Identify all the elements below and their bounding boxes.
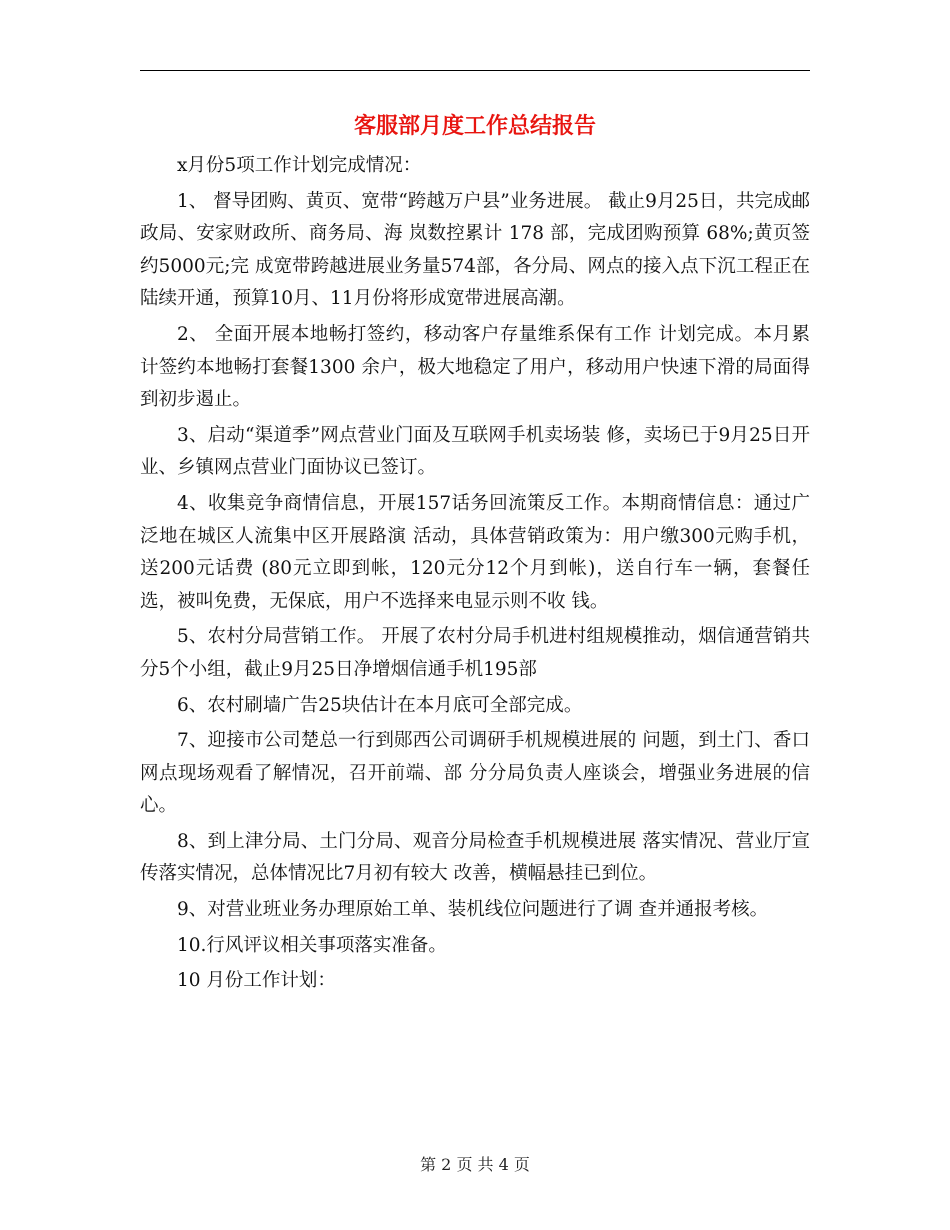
paragraph-item-9: 9、对营业班业务办理原始工单、装机线位问题进行了调 查并通报考核。 xyxy=(177,899,769,921)
paragraph-item-5: 5、农村分局营销工作。 开展了农村分局手机进村组规模推动，烟信通营销共分5个小组，截止9月25日净增烟信通手机195部 xyxy=(140,626,810,680)
paragraph-item-8: 8、到上津分局、土门分局、观音分局检查手机规模进展 落实情况、营业厅宣传落实情况，总体情况比7月初有较大 改善，横幅悬挂已到位。 xyxy=(140,830,810,885)
paragraph-item-10: 10.行风评议相关事项落实准备。 xyxy=(177,934,447,956)
paragraph-item-6: 6、农村刷墙广告25块估计在本月底可全部完成。 xyxy=(177,694,583,716)
paragraph-item-2: 2、 全面开展本地畅打签约，移动客户存量维系保有工作 计划完成。本月累计签约本地畅打套餐1300 余户，极大地稳定了用户，移动用户快速下滑的局面得到初步遏止。 xyxy=(140,323,810,411)
paragraph-intro: x月份5项工作计划完成情况： xyxy=(177,155,422,176)
paragraph-item-3: 3、启动“渠道季”网点营业门面及互联网手机卖场装 修，卖场已于9月25日开业、乡镇网点营业门面协议已签订。 xyxy=(140,424,810,479)
page-number-footer: 第 2 页 共 4 页 xyxy=(420,1155,530,1174)
document-title: 客服部月度工作总结报告 xyxy=(353,113,596,139)
paragraph-next-plan: 10 月份工作计划： xyxy=(177,970,336,992)
document-body xyxy=(140,150,810,998)
header-rule xyxy=(140,70,810,71)
paragraph-item-7: 7、迎接市公司楚总一行到郧西公司调研手机规模进展的 问题，到土门、香口网点现场观看了解情况，召开前端、部 分分局负责人座谈会，增强业务进展的信心。 xyxy=(140,730,810,817)
paragraph-item-1: 1、 督导团购、黄页、宽带“跨越万户县”业务进展。 截止9月25日，共完成邮政局、安家财政所、商务局、海 岚数控累计 178 部，完成团购预算 68%;黄页签约5000元;完 成宽带跨越进展业务量574部，各分局、网点的接入点下沉工程正在陆续开通，预算10月、11月份将形成宽带进展高潮。 xyxy=(140,190,810,310)
paragraph-item-4: 4、收集竞争商情信息，开展157话务回流策反工作。本期商情信息：通过广泛地在城区人流集中区开展路演 活动，具体营销政策为：用户缴300元购手机，送200元话费 (80元立即到帐，120元分12个月到帐)，送自行车一辆，套餐任选，被叫免费，无保底，用户不选择来电显示则不收 钱。 xyxy=(140,492,810,612)
